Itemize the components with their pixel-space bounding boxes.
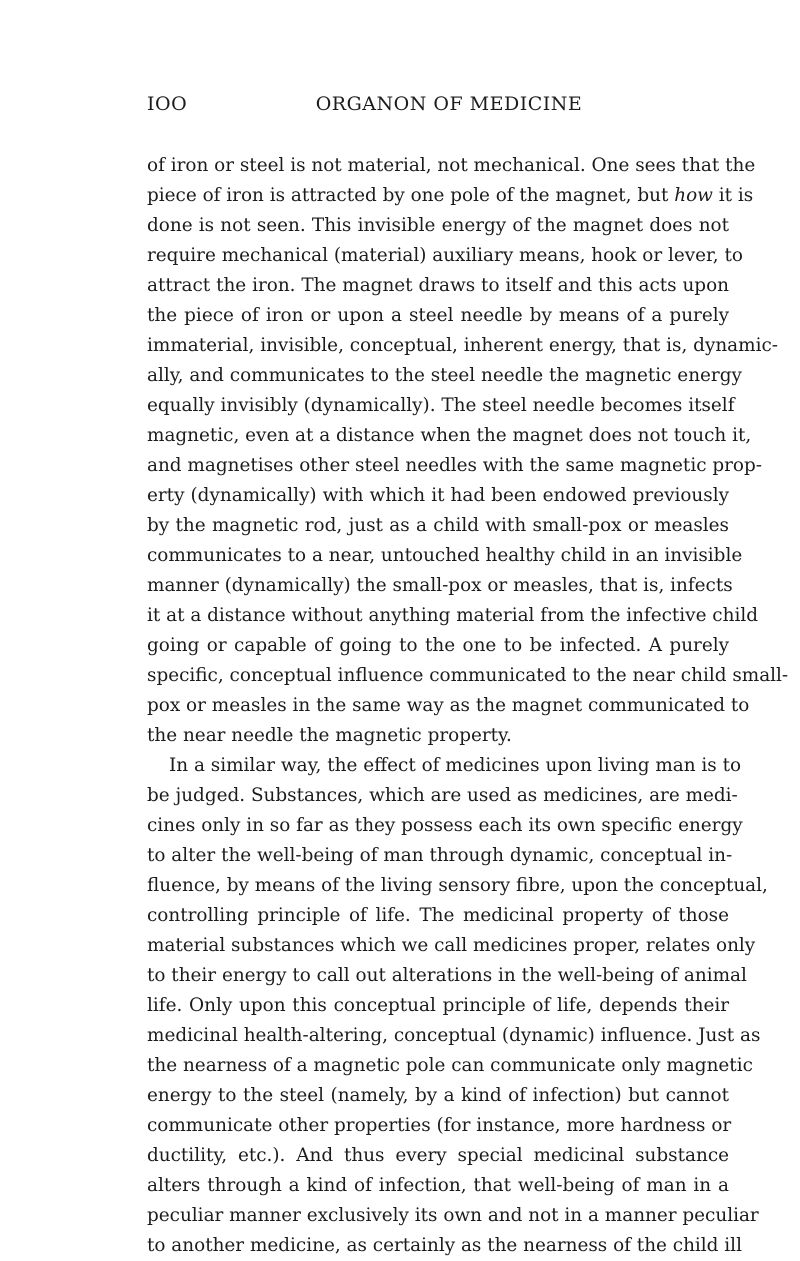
text-line: it at a distance without anything material from the infective child xyxy=(147,605,758,626)
text-line: require mechanical (material) auxiliary means, hook or lever, to xyxy=(147,245,743,266)
text-line: communicate other properties (for instance, more hardness or xyxy=(147,1115,732,1136)
text-line-part: piece of iron is attracted by one pole of the magnet, but xyxy=(147,185,669,206)
text-line: ally, and communicates to the steel needle the magnetic energy xyxy=(147,365,742,386)
text-line: by the magnetic rod, just as a child with small-pox or measles xyxy=(147,515,729,536)
text-line: peculiar manner exclusively its own and not in a manner peculiar xyxy=(147,1205,759,1226)
text-line: the near needle the magnetic property. xyxy=(147,725,512,746)
running-head xyxy=(147,93,729,123)
text-line: material substances which we call medicines proper, relates only xyxy=(147,935,756,956)
emphasis-how: how xyxy=(674,185,713,206)
text-line: the nearness of a magnetic pole can communicate only magnetic xyxy=(147,1055,753,1076)
text-line: going or capable of going to the one to be infected. A purely xyxy=(147,635,729,656)
text-line: cines only in so far as they possess each its own specific energy xyxy=(147,815,743,836)
text-line: done is not seen. This invisible energy of the magnet does not xyxy=(147,215,729,236)
text-line: attract the iron. The magnet draws to itself and this acts upon xyxy=(147,275,729,296)
text-line: ductility, etc.). And thus every special medicinal substance xyxy=(147,1145,729,1166)
text-line: to alter the well-being of man through dynamic, conceptual in- xyxy=(147,845,733,866)
text-line: pox or measles in the same way as the magnet communicated to xyxy=(147,695,750,716)
page-number: IOO xyxy=(147,93,188,115)
text-line: equally invisibly (dynamically). The steel needle becomes itself xyxy=(147,395,735,416)
text-line: alters through a kind of infection, that well-being of man in a xyxy=(147,1175,729,1196)
text-line: the piece of iron or upon a steel needle by means of a purely xyxy=(147,305,729,326)
text-line: of iron or steel is not material, not mechanical. One sees that the xyxy=(147,155,756,176)
text-line: communicates to a near, untouched healthy child in an invisible xyxy=(147,545,743,566)
text-line: and magnetises other steel needles with the same magnetic prop- xyxy=(147,455,762,476)
text-line: be judged. Substances, which are used as medicines, are medi- xyxy=(147,785,738,806)
text-line: manner (dynamically) the small-pox or measles, that is, infects xyxy=(147,575,733,596)
text-line: energy to the steel (namely, by a kind of infection) but cannot xyxy=(147,1085,729,1106)
text-line: magnetic, even at a distance when the magnet does not touch it, xyxy=(147,425,752,446)
text-line: specific, conceptual influence communicated to the near child small- xyxy=(147,665,789,686)
text-line: controlling principle of life. The medicinal property of those xyxy=(147,905,729,926)
text-line: to their energy to call out alterations in the well-being of animal xyxy=(147,965,747,986)
text-line: In a similar way, the effect of medicines upon living man is to xyxy=(169,755,742,776)
paragraph-2 xyxy=(147,751,768,1261)
text-line-part: it is xyxy=(718,185,754,206)
running-title: ORGANON OF MEDICINE xyxy=(315,93,583,115)
text-line: life. Only upon this conceptual principle of life, depends their xyxy=(147,995,729,1016)
paragraph-1 xyxy=(147,151,789,751)
text-line: immaterial, invisible, conceptual, inherent energy, that is, dynamic- xyxy=(147,335,778,356)
text-line: medicinal health-altering, conceptual (dynamic) influence. Just as xyxy=(147,1025,761,1046)
text-line: fluence, by means of the living sensory fibre, upon the conceptual, xyxy=(147,875,768,896)
body-text xyxy=(147,151,789,1261)
text-line xyxy=(147,181,754,211)
text-line: to another medicine, as certainly as the nearness of the child ill xyxy=(147,1235,742,1256)
text-line: erty (dynamically) with which it had been endowed previously xyxy=(147,485,729,506)
